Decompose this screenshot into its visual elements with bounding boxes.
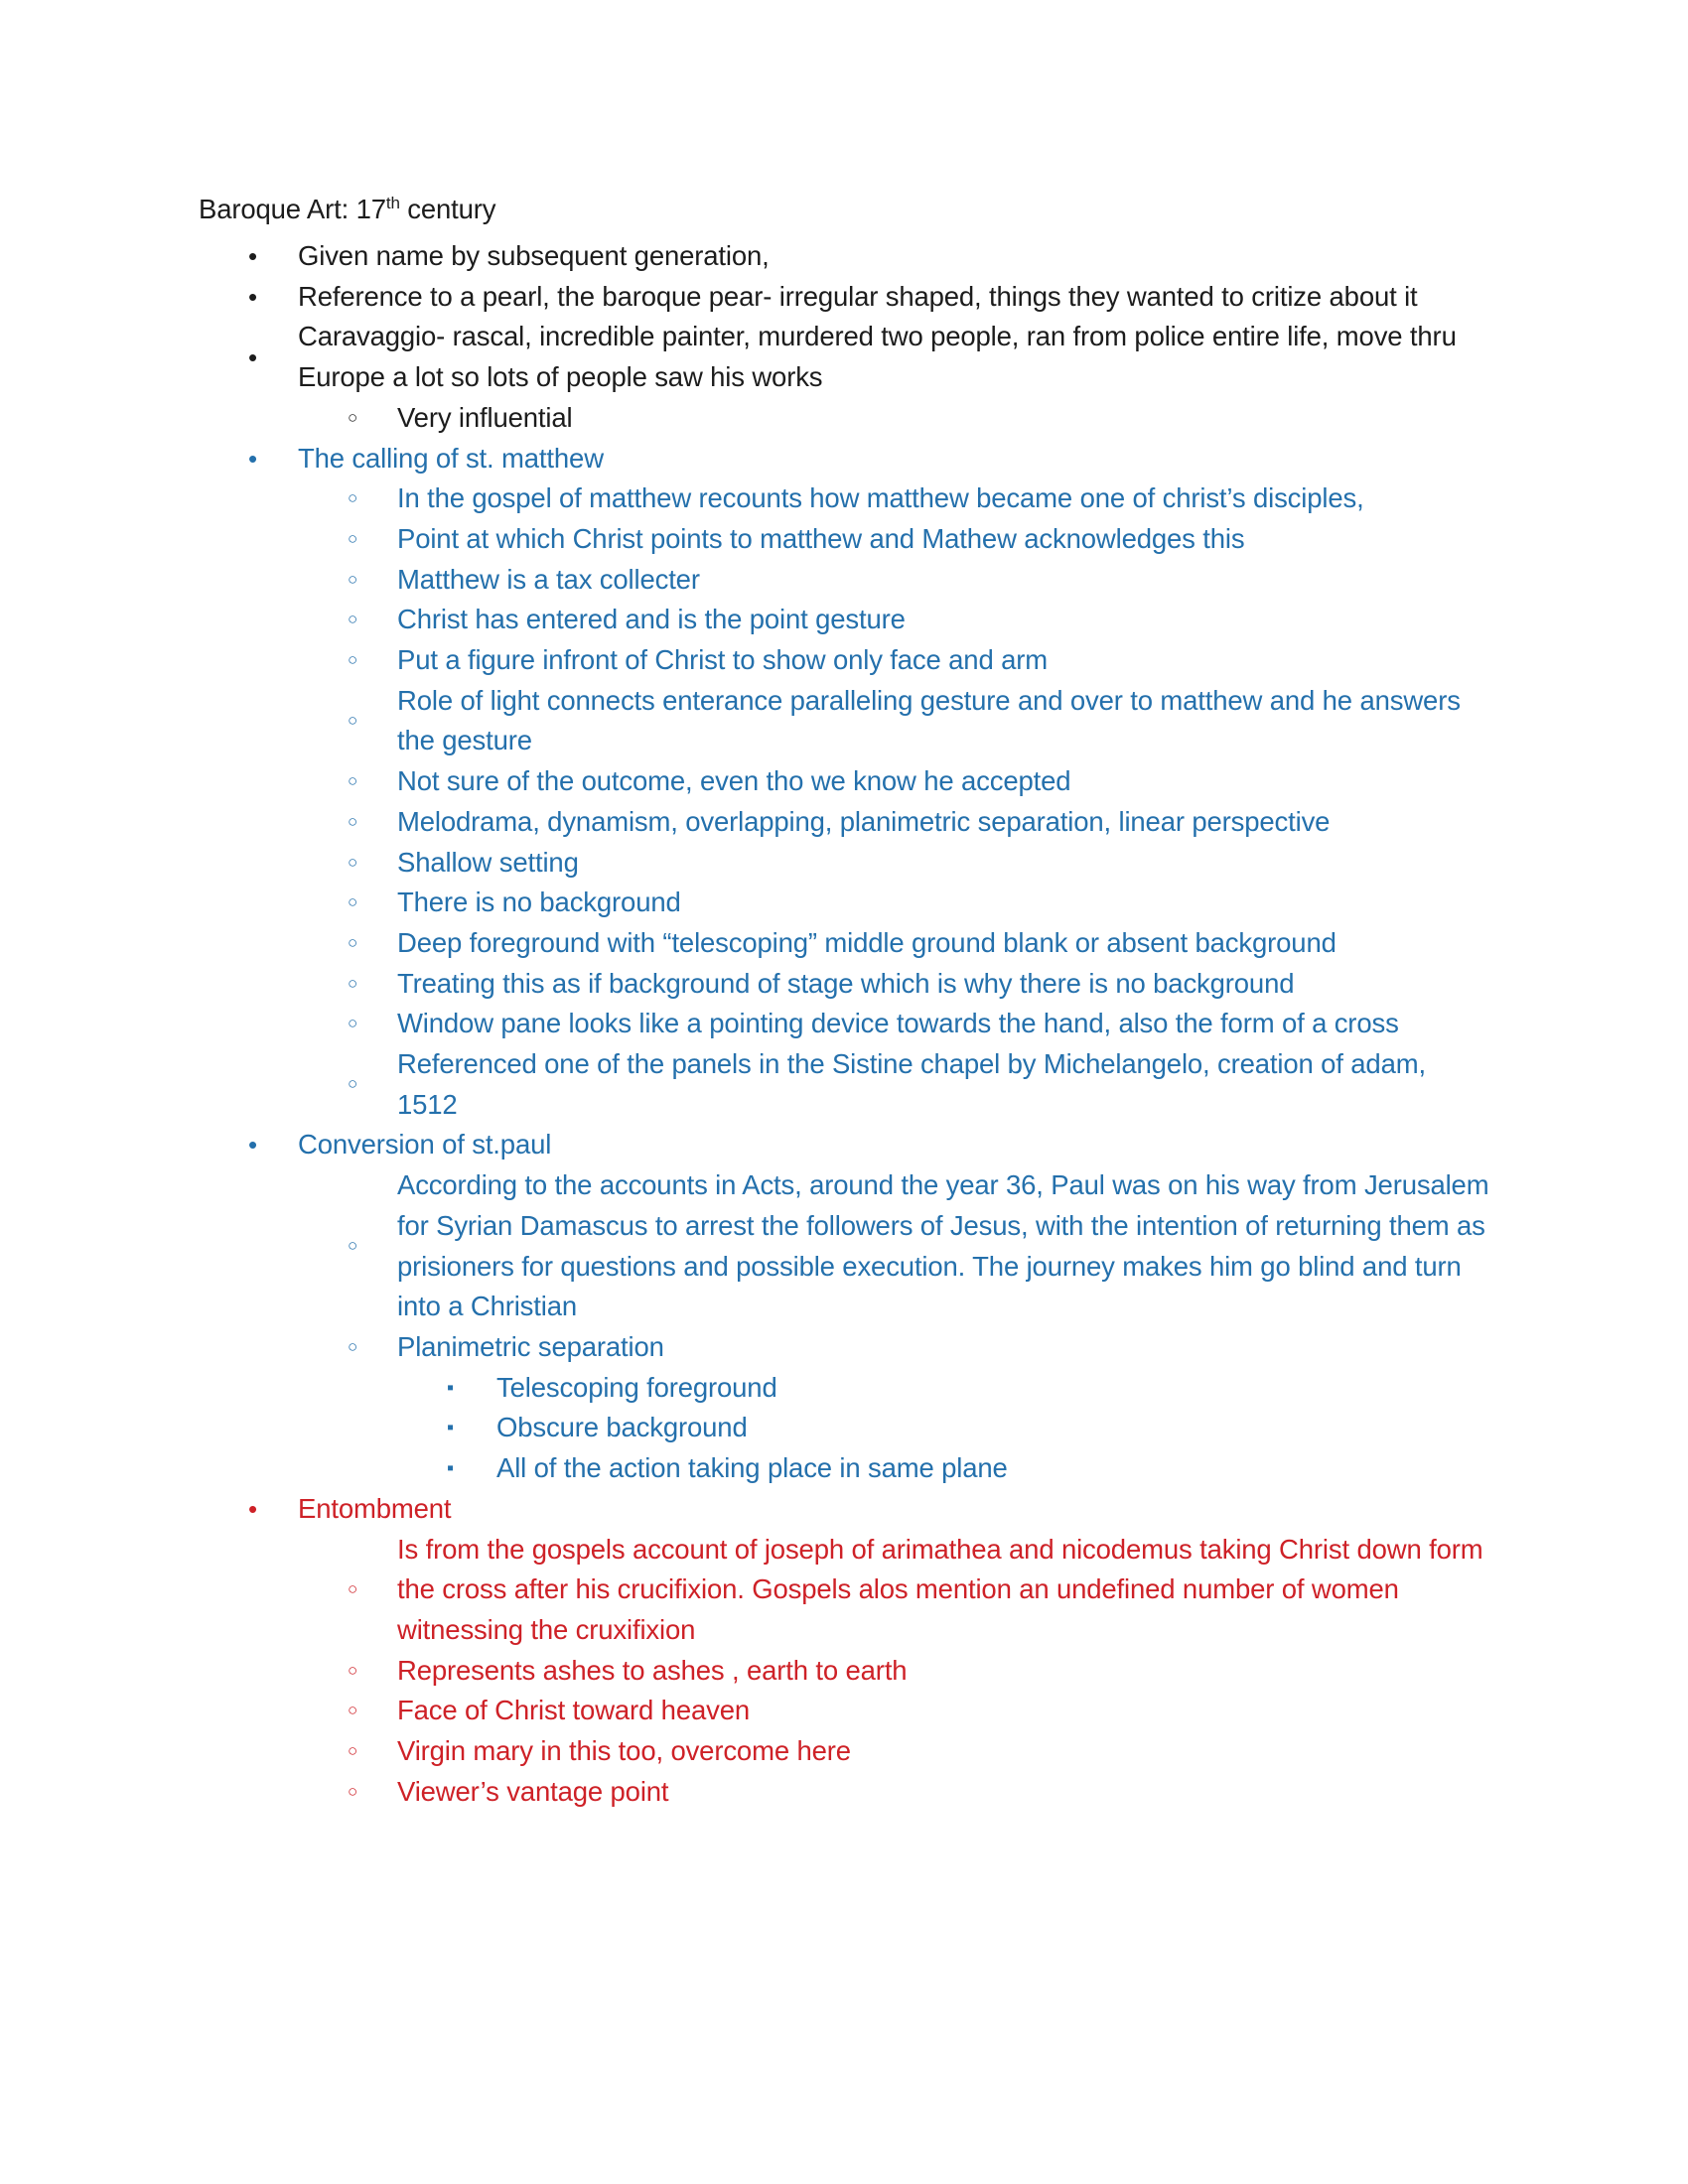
disc-bullet-icon: •	[248, 281, 257, 312]
title-text: century	[399, 194, 496, 224]
circle-bullet-icon: ○	[348, 610, 358, 629]
list-item	[248, 439, 1489, 479]
list-item-text: Represents ashes to ashes , earth to earth	[397, 1654, 908, 1686]
list-item	[348, 681, 1489, 761]
list-item-text: Deep foreground with “telescoping” middle ground blank or absent background	[397, 926, 1336, 958]
disc-bullet-icon: •	[248, 1493, 257, 1524]
circle-bullet-icon: ○	[348, 1741, 358, 1761]
list-item	[248, 277, 1489, 318]
list-item-text: Point at which Christ points to matthew and Mathew acknowledges this	[397, 522, 1245, 554]
list-item-text: Telescoping foreground	[496, 1371, 777, 1403]
list-item	[348, 1651, 1489, 1692]
list-item	[348, 478, 1489, 519]
circle-bullet-icon: ○	[348, 1701, 358, 1720]
circle-bullet-icon: ○	[348, 711, 358, 731]
list-item-text: Given name by subsequent generation,	[298, 240, 770, 271]
circle-bullet-icon: ○	[348, 1336, 358, 1356]
disc-bullet-icon: •	[248, 1130, 257, 1160]
list-item-text: Caravaggio- rascal, incredible painter, murdered two people, ran from police entire life, move thru Europe a lot so lots of people saw his works	[298, 321, 1457, 393]
list-item-text: Is from the gospels account of joseph of arimathea and nicodemus taking Christ down form the cross after his crucifixion. Gospels alos mention an undefined number of women witnessing the cruxifixion	[397, 1533, 1483, 1645]
circle-bullet-icon: ○	[348, 973, 358, 993]
list-item-text: In the gospel of matthew recounts how matthew became one of christ’s disciples,	[397, 482, 1364, 514]
circle-bullet-icon: ○	[348, 1014, 358, 1033]
list-item	[348, 1691, 1489, 1731]
list-item	[348, 761, 1489, 802]
list-item-text: Melodrama, dynamism, overlapping, planimetric separation, linear perspective	[397, 805, 1331, 837]
circle-bullet-icon: ○	[348, 892, 358, 912]
list-item	[348, 883, 1489, 923]
circle-bullet-icon: ○	[348, 407, 358, 427]
square-bullet-icon: ▪	[447, 1417, 454, 1439]
list-item	[348, 923, 1489, 964]
list-item	[348, 1327, 1489, 1368]
circle-bullet-icon: ○	[348, 1236, 358, 1256]
list-item-text: There is no background	[397, 887, 681, 918]
list-item	[348, 560, 1489, 601]
circle-bullet-icon: ○	[348, 650, 358, 670]
list-item	[348, 1731, 1489, 1772]
list-item-text: Treating this as if background of stage which is why there is no background	[397, 967, 1295, 999]
title-superscript: th	[385, 193, 400, 212]
list-item	[447, 1408, 1489, 1448]
list-item-text: Planimetric separation	[397, 1330, 664, 1362]
square-bullet-icon: ▪	[447, 1457, 454, 1480]
list-item-text: According to the accounts in Acts, around the year 36, Paul was on his way from Jerusalem for Syrian Damascus to arrest the followers of Jesus, with the intention of returning them as prisioners for questions and possible execution. The journey makes him go blind and turn into a Christian	[397, 1169, 1489, 1322]
bullet-list	[199, 236, 1489, 1812]
list-item	[348, 1165, 1489, 1327]
list-item	[348, 802, 1489, 843]
list-item	[348, 843, 1489, 884]
circle-bullet-icon: ○	[348, 1781, 358, 1801]
list-item-text: Reference to a pearl, the baroque pear- irregular shaped, things they wanted to critize about it	[298, 280, 1418, 312]
title-text: Baroque Art: 17	[199, 194, 386, 224]
list-item	[348, 600, 1489, 640]
list-item-text: Viewer’s vantage point	[397, 1775, 669, 1807]
list-item	[348, 1772, 1489, 1813]
list-item-text: Christ has entered and is the point gesture	[397, 604, 906, 635]
circle-bullet-icon: ○	[348, 528, 358, 548]
list-item-text: Obscure background	[496, 1412, 748, 1443]
circle-bullet-icon: ○	[348, 811, 358, 831]
list-item-text: Role of light connects enterance paralleling gesture and over to matthew and he answers the gesture	[397, 684, 1461, 756]
list-item-text: Virgin mary in this too, overcome here	[397, 1735, 851, 1767]
list-item	[248, 317, 1489, 397]
list-item	[348, 1530, 1489, 1651]
list-item-text: Matthew is a tax collecter	[397, 563, 700, 595]
list-item	[348, 1044, 1489, 1125]
list-item-text: Referenced one of the panels in the Sistine chapel by Michelangelo, creation of adam, 1512	[397, 1048, 1426, 1120]
list-item	[447, 1368, 1489, 1409]
list-item-text: Put a figure infront of Christ to show only face and arm	[397, 644, 1048, 676]
circle-bullet-icon: ○	[348, 488, 358, 508]
list-item	[348, 964, 1489, 1005]
list-item-text: Face of Christ toward heaven	[397, 1695, 751, 1726]
document-content	[199, 189, 1489, 1812]
disc-bullet-icon: •	[248, 341, 257, 372]
list-item	[248, 236, 1489, 277]
page-title	[199, 189, 1489, 229]
list-item	[248, 1125, 1489, 1165]
circle-bullet-icon: ○	[348, 569, 358, 589]
list-item-text: Conversion of st.paul	[298, 1129, 552, 1160]
circle-bullet-icon: ○	[348, 932, 358, 952]
list-item-text: Entombment	[298, 1492, 452, 1524]
disc-bullet-icon: •	[248, 443, 257, 474]
list-item-text: The calling of st. matthew	[298, 442, 604, 474]
list-item-text: All of the action taking place in same plane	[496, 1452, 1008, 1484]
list-item	[348, 1004, 1489, 1044]
square-bullet-icon: ▪	[447, 1376, 454, 1399]
circle-bullet-icon: ○	[348, 1579, 358, 1599]
list-item	[447, 1448, 1489, 1489]
circle-bullet-icon: ○	[348, 852, 358, 872]
circle-bullet-icon: ○	[348, 1074, 358, 1094]
list-item	[348, 398, 1489, 439]
list-item	[248, 1489, 1489, 1530]
list-item-text: Shallow setting	[397, 846, 579, 878]
disc-bullet-icon: •	[248, 241, 257, 271]
list-item	[348, 640, 1489, 681]
list-item-text: Very influential	[397, 401, 573, 433]
list-item	[348, 519, 1489, 560]
circle-bullet-icon: ○	[348, 771, 358, 791]
list-item-text: Not sure of the outcome, even tho we know he accepted	[397, 765, 1071, 797]
list-item-text: Window pane looks like a pointing device towards the hand, also the form of a cross	[397, 1008, 1399, 1039]
circle-bullet-icon: ○	[348, 1660, 358, 1680]
